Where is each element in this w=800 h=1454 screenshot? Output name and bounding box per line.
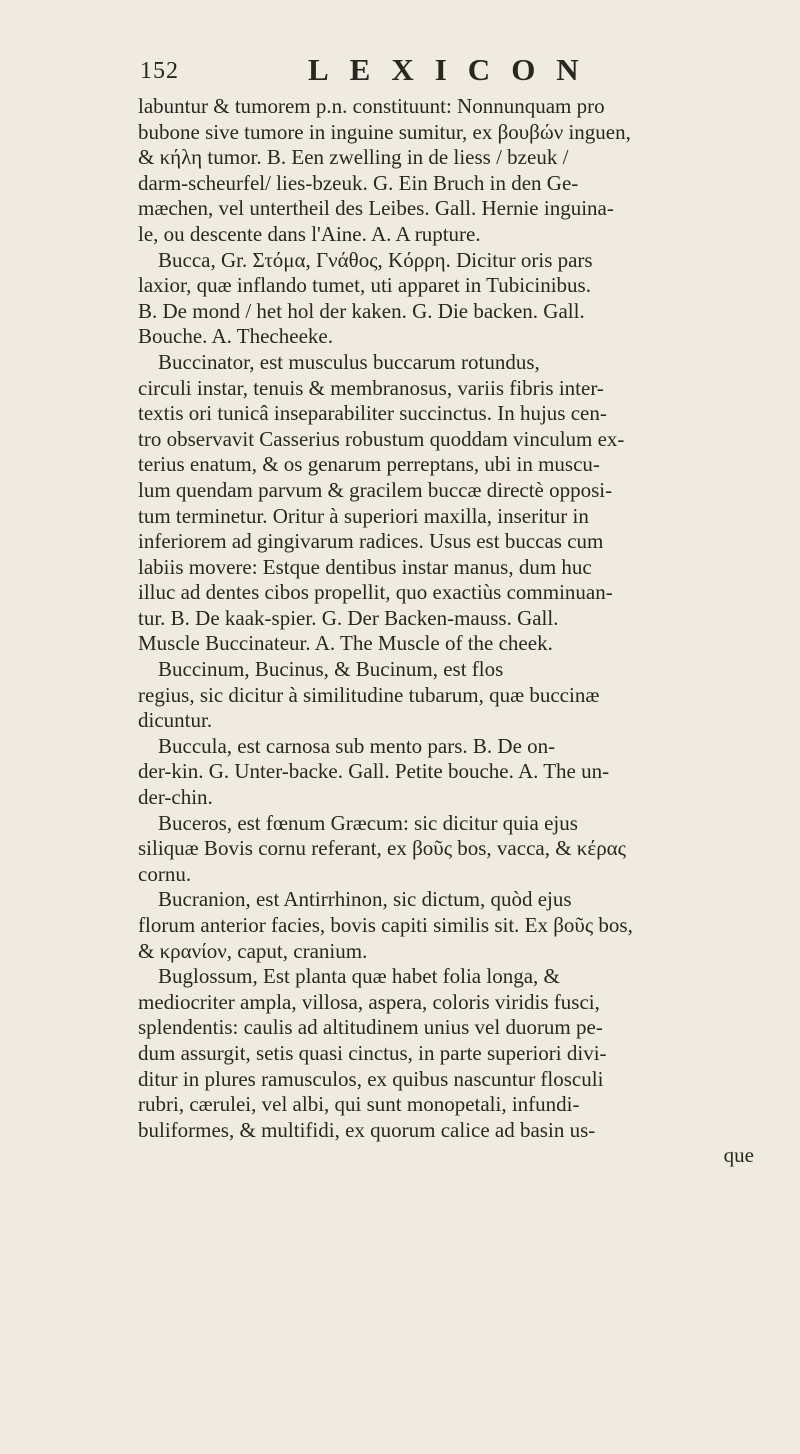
text-line: Muscle Buccinateur. A. The Muscle of the cheek. xyxy=(138,631,553,656)
text-line: labiis movere: Estque dentibus instar manus, dum huc xyxy=(138,554,592,579)
text-line: mæchen, vel untertheil des Leibes. Gall. Hernie inguina- xyxy=(138,196,614,221)
entry-buccula: Buccula, est carnosa sub mento pars. B. De on- xyxy=(158,733,556,758)
text-line: der-kin. G. Unter-backe. Gall. Petite bouche. A. The un- xyxy=(138,759,610,784)
text-line: lum quendam parvum & gracilem buccæ directè opposi- xyxy=(138,477,613,502)
text-line: & κήλη tumor. B. Een zwelling in de liess / bzeuk / xyxy=(138,145,569,170)
entry-buceros: Buceros, est fœnum Græcum: sic dicitur quia ejus xyxy=(158,810,578,835)
entry-buccinum: Buccinum, Bucinus, & Bucinum, est flos xyxy=(158,657,504,682)
text-line: siliquæ Bovis cornu referant, ex βοῦς bos, vacca, & κέρας xyxy=(138,836,626,861)
text-line: Bouche. A. Thecheeke. xyxy=(138,324,333,349)
text-line: laxior, quæ inflando tumet, uti apparet in Tubicinibus. xyxy=(138,273,591,298)
text-line: darm-scheurfel/ lies-bzeuk. G. Ein Bruch in den Ge- xyxy=(138,170,579,195)
entry-buglossum: Buglossum, Est planta quæ habet folia longa, & xyxy=(158,964,560,989)
text-line: le, ou descente dans l'Aine. A. A rupture. xyxy=(138,221,481,246)
text-line: mediocriter ampla, villosa, aspera, coloris viridis fusci, xyxy=(138,989,600,1014)
text-line: ditur in plures ramusculos, ex quibus nascuntur flosculi xyxy=(138,1066,604,1091)
page-header xyxy=(118,50,758,90)
text-line: B. De mond / het hol der kaken. G. Die backen. Gall. xyxy=(138,298,585,323)
entry-bucranion: Bucranion, est Antirrhinon, sic dictum, quòd ejus xyxy=(158,887,572,912)
text-line: terius enatum, & os genarum perreptans, ubi in muscu- xyxy=(138,452,600,477)
text-line: textis ori tunicâ inseparabiliter succinctus. In hujus cen- xyxy=(138,401,607,426)
text-line: buliformes, & multifidi, ex quorum calice ad basin us- xyxy=(138,1117,596,1142)
text-line: cornu. xyxy=(138,861,192,886)
entry-buccinator: Buccinator, est musculus buccarum rotundus, xyxy=(158,349,540,374)
text-line: splendentis: caulis ad altitudinem unius vel duorum pe- xyxy=(138,1015,603,1040)
text-line: inferiorem ad gingivarum radices. Usus est buccas cum xyxy=(138,529,604,554)
text-line: dum assurgit, setis quasi cinctus, in parte superiori divi- xyxy=(138,1040,607,1065)
page-number: 152 xyxy=(140,58,179,84)
text-line: labuntur & tumorem p.n. constituunt: Nonnunquam pro xyxy=(138,94,605,118)
text-line: bubone sive tumore in inguine sumitur, ex βουβών inguen, xyxy=(138,119,631,144)
text-line: regius, sic dicitur à similitudine tubarum, quæ buccinæ xyxy=(138,682,600,707)
entry-bucca: Bucca, Gr. Στόμα, Γνάθος, Κόρρη. Dicitur oris pars xyxy=(158,247,593,272)
text-line: & κρανίον, caput, cranium. xyxy=(138,938,368,963)
text-line: tro observavit Casserius robustum quoddam vinculum ex- xyxy=(138,426,625,451)
text-line: dicuntur. xyxy=(138,708,213,733)
text-line: circuli instar, tenuis & membranosus, variis fibris inter- xyxy=(138,375,604,400)
text-line: florum anterior facies, bovis capiti similis sit. Ex βοῦς bos, xyxy=(138,913,633,937)
catchword: que xyxy=(723,1143,754,1168)
text-line: tur. B. De kaak-spier. G. Der Backen-mauss. Gall. xyxy=(138,605,559,630)
text-line: der-chin. xyxy=(138,785,213,810)
text-line: illuc ad dentes cibos propellit, quo exactiùs comminuan- xyxy=(138,580,613,605)
running-title: LEXICON xyxy=(308,52,600,87)
text-line: rubri, cærulei, vel albi, qui sunt monopetali, infundi- xyxy=(138,1092,580,1117)
text-line: tum terminetur. Oritur à superiori maxilla, inseritur in xyxy=(138,503,589,528)
lexicon-text xyxy=(138,94,762,1169)
